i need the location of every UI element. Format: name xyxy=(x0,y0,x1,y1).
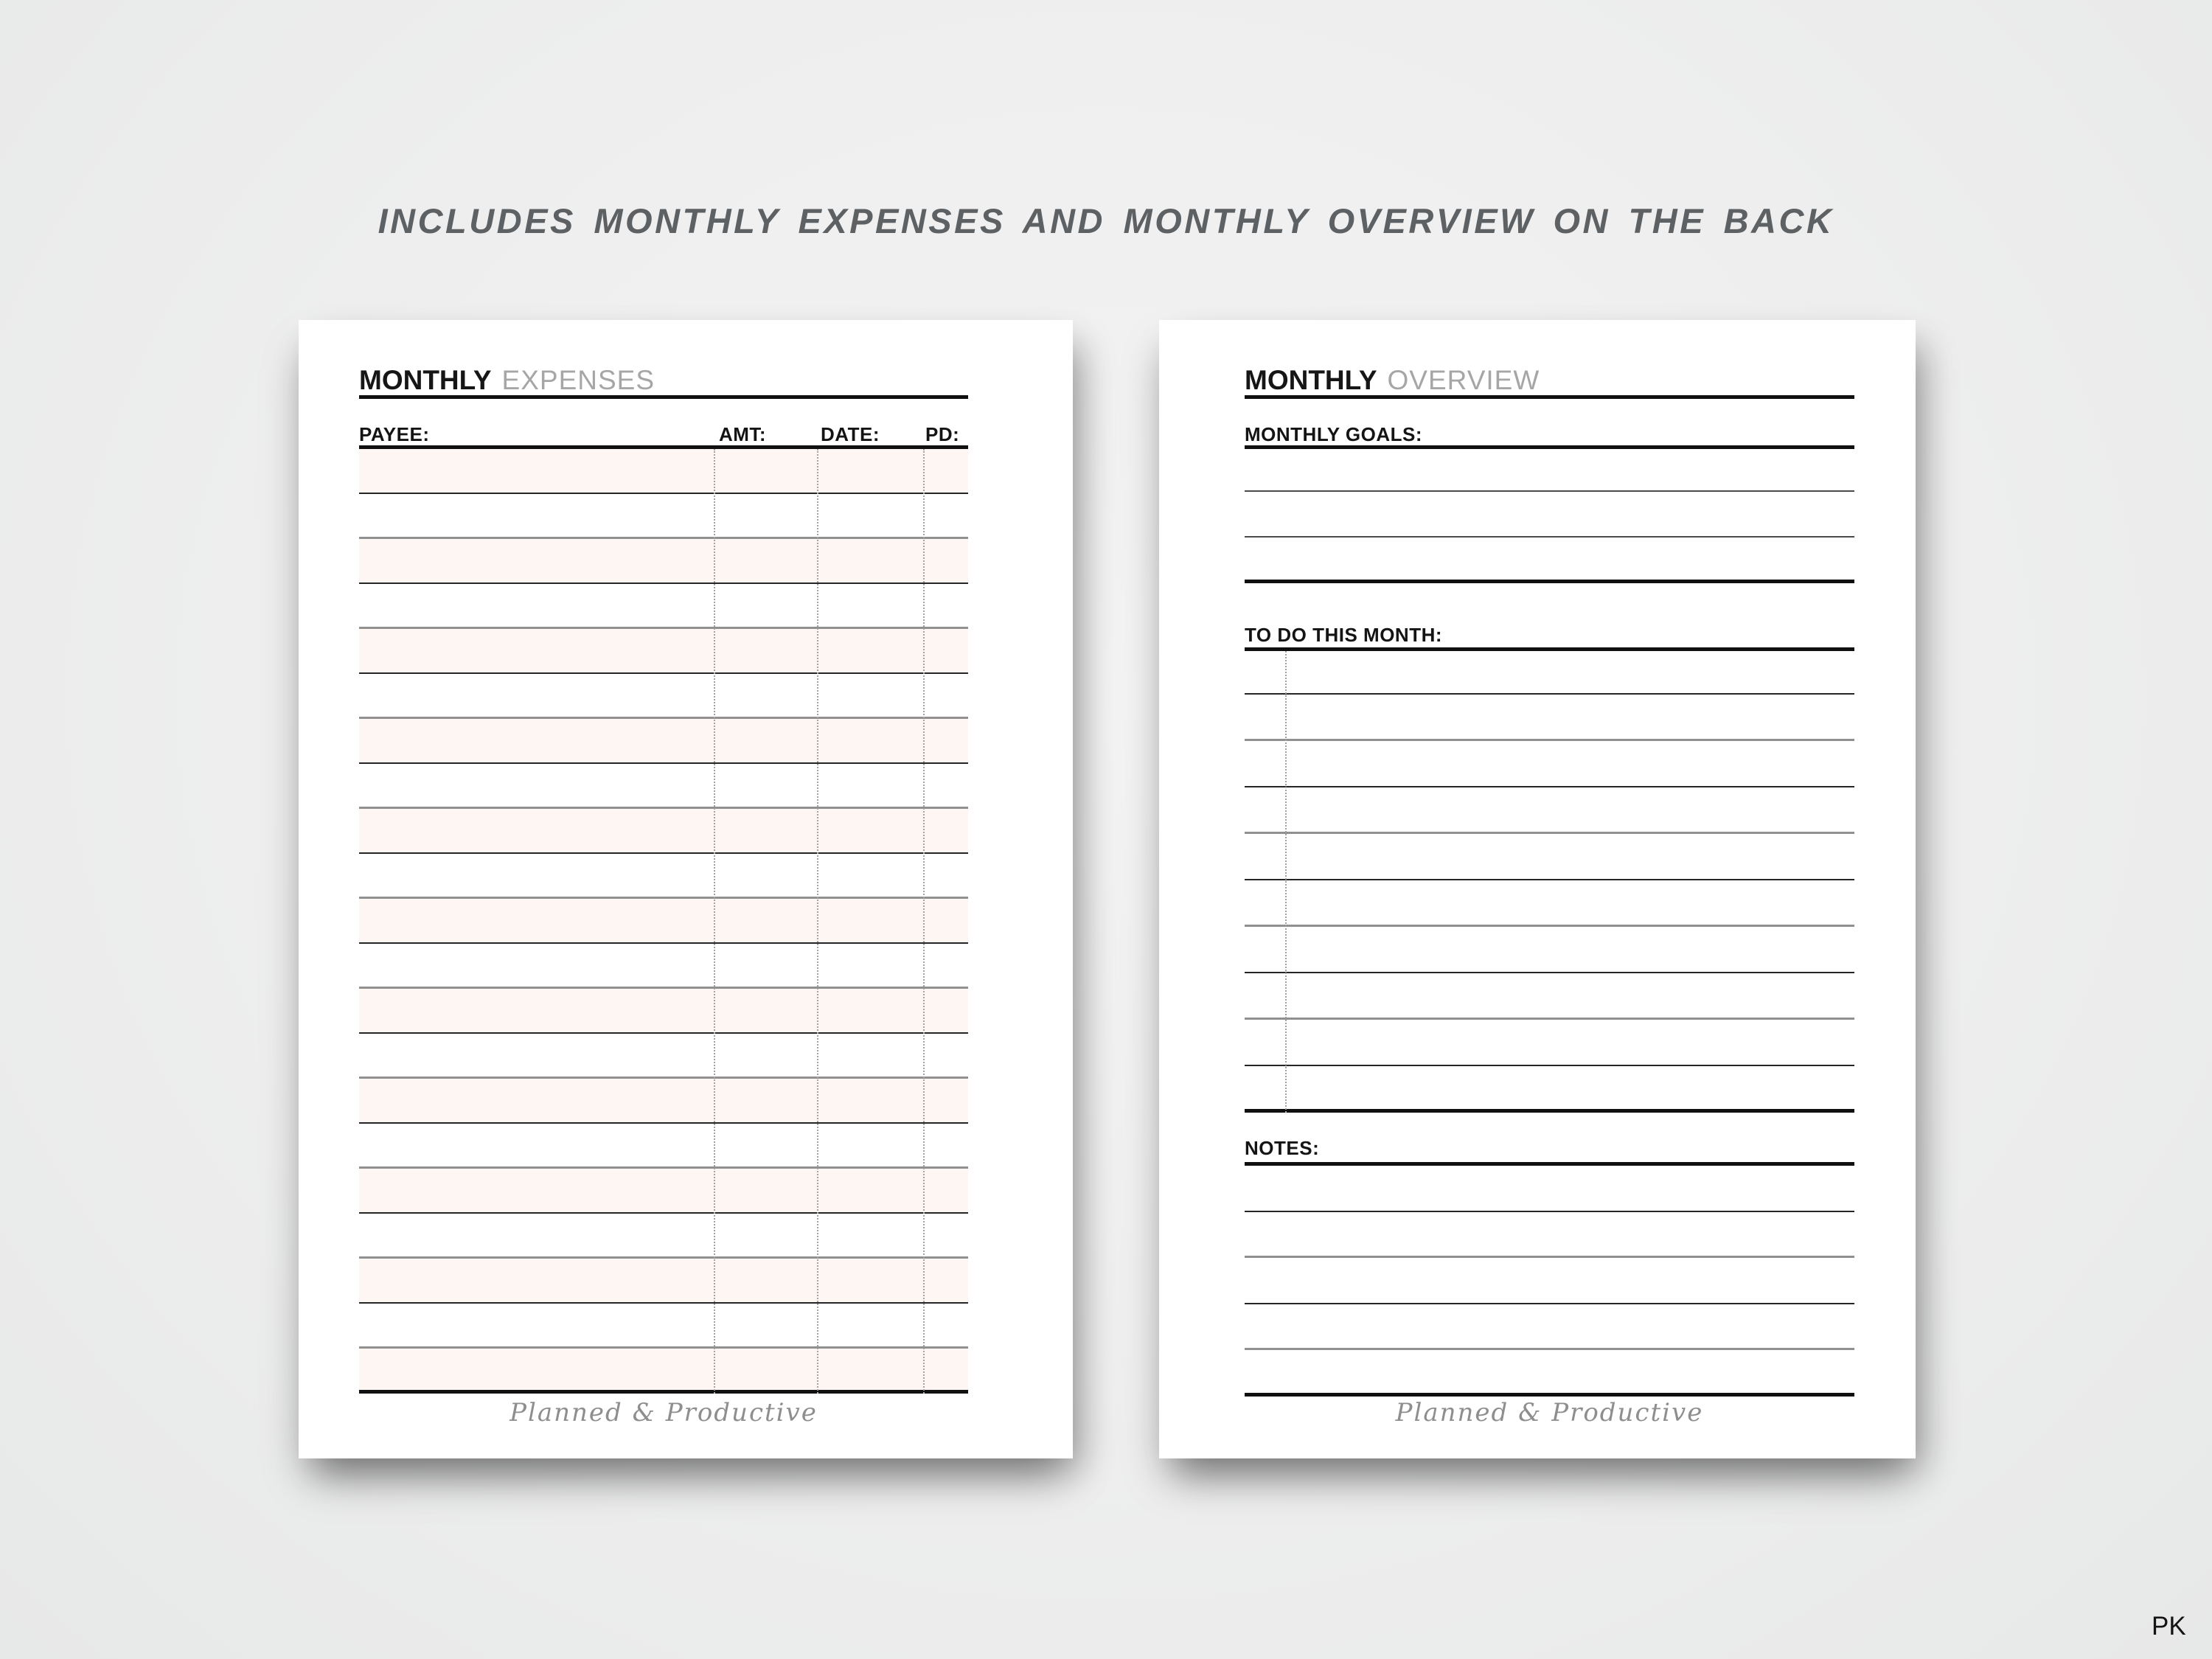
column-header-payee: PAYEE: xyxy=(359,423,430,445)
goals-section-label: MONTHLY GOALS: xyxy=(1245,423,1423,445)
expense-row xyxy=(359,764,968,809)
notes-writing-lines xyxy=(1245,1166,1854,1397)
goals-writing-lines xyxy=(1245,449,1854,583)
todo-line xyxy=(1245,880,1854,927)
corner-watermark: PK xyxy=(2152,1612,2186,1641)
expense-row xyxy=(359,1124,968,1169)
overview-title-bold: MONTHLY xyxy=(1245,365,1377,395)
todo-line xyxy=(1245,695,1854,741)
expense-row xyxy=(359,1349,968,1394)
notes-line xyxy=(1245,1304,1854,1351)
expense-row xyxy=(359,899,968,944)
todo-section-label: TO DO THIS MONTH: xyxy=(1245,624,1443,646)
todo-line xyxy=(1245,834,1854,880)
expenses-table xyxy=(359,449,968,1394)
notes-line xyxy=(1245,1258,1854,1304)
expense-row xyxy=(359,1304,968,1349)
expense-row xyxy=(359,1259,968,1304)
expense-row xyxy=(359,539,968,584)
goals-line xyxy=(1245,449,1854,492)
notes-section-label: NOTES: xyxy=(1245,1137,1320,1159)
pd-column-divider xyxy=(923,449,925,1394)
expense-row xyxy=(359,449,968,494)
todo-line xyxy=(1245,787,1854,834)
todo-line xyxy=(1245,651,1854,695)
goals-line xyxy=(1245,492,1854,538)
overview-title-rule xyxy=(1245,395,1854,399)
expense-row xyxy=(359,989,968,1034)
expense-row xyxy=(359,854,968,899)
todo-line xyxy=(1245,973,1854,1020)
expense-row xyxy=(359,1169,968,1214)
column-header-amt: AMT: xyxy=(719,423,767,445)
expense-row xyxy=(359,1079,968,1124)
expense-row xyxy=(359,674,968,719)
brand-signature: Planned & Productive xyxy=(509,1398,818,1427)
goals-line xyxy=(1245,538,1854,583)
column-header-date: DATE: xyxy=(821,423,880,445)
expense-row xyxy=(359,584,968,629)
expenses-rows xyxy=(359,449,968,1394)
expenses-title xyxy=(359,366,655,395)
todo-line xyxy=(1245,927,1854,973)
overview-sheet xyxy=(1159,320,1916,1458)
expense-row xyxy=(359,719,968,764)
todo-line xyxy=(1245,741,1854,787)
notes-line xyxy=(1245,1166,1854,1212)
brand-signature: Planned & Productive xyxy=(1395,1398,1704,1427)
expense-row xyxy=(359,629,968,674)
notes-line xyxy=(1245,1350,1854,1397)
expenses-title-rule xyxy=(359,395,968,399)
notes-line xyxy=(1245,1212,1854,1259)
todo-line xyxy=(1245,1020,1854,1066)
expenses-title-light: EXPENSES xyxy=(501,365,655,395)
expenses-title-bold: MONTHLY xyxy=(359,365,492,395)
todo-line xyxy=(1245,1066,1854,1113)
expense-row xyxy=(359,494,968,539)
todo-checkbox-divider xyxy=(1285,651,1287,1113)
expenses-sheet xyxy=(299,320,1073,1458)
overview-title-light: OVERVIEW xyxy=(1387,365,1540,395)
expense-row xyxy=(359,1214,968,1259)
overview-title xyxy=(1245,366,1540,395)
column-header-pd: PD: xyxy=(925,423,960,445)
page-title: INCLUDES MONTHLY EXPENSES AND MONTHLY OVERVIEW ON THE BACK xyxy=(378,201,1834,240)
date-column-divider xyxy=(817,449,818,1394)
expense-row xyxy=(359,944,968,989)
expense-row xyxy=(359,809,968,854)
expense-row xyxy=(359,1034,968,1079)
amt-column-divider xyxy=(714,449,715,1394)
todo-writing-lines xyxy=(1245,651,1854,1113)
